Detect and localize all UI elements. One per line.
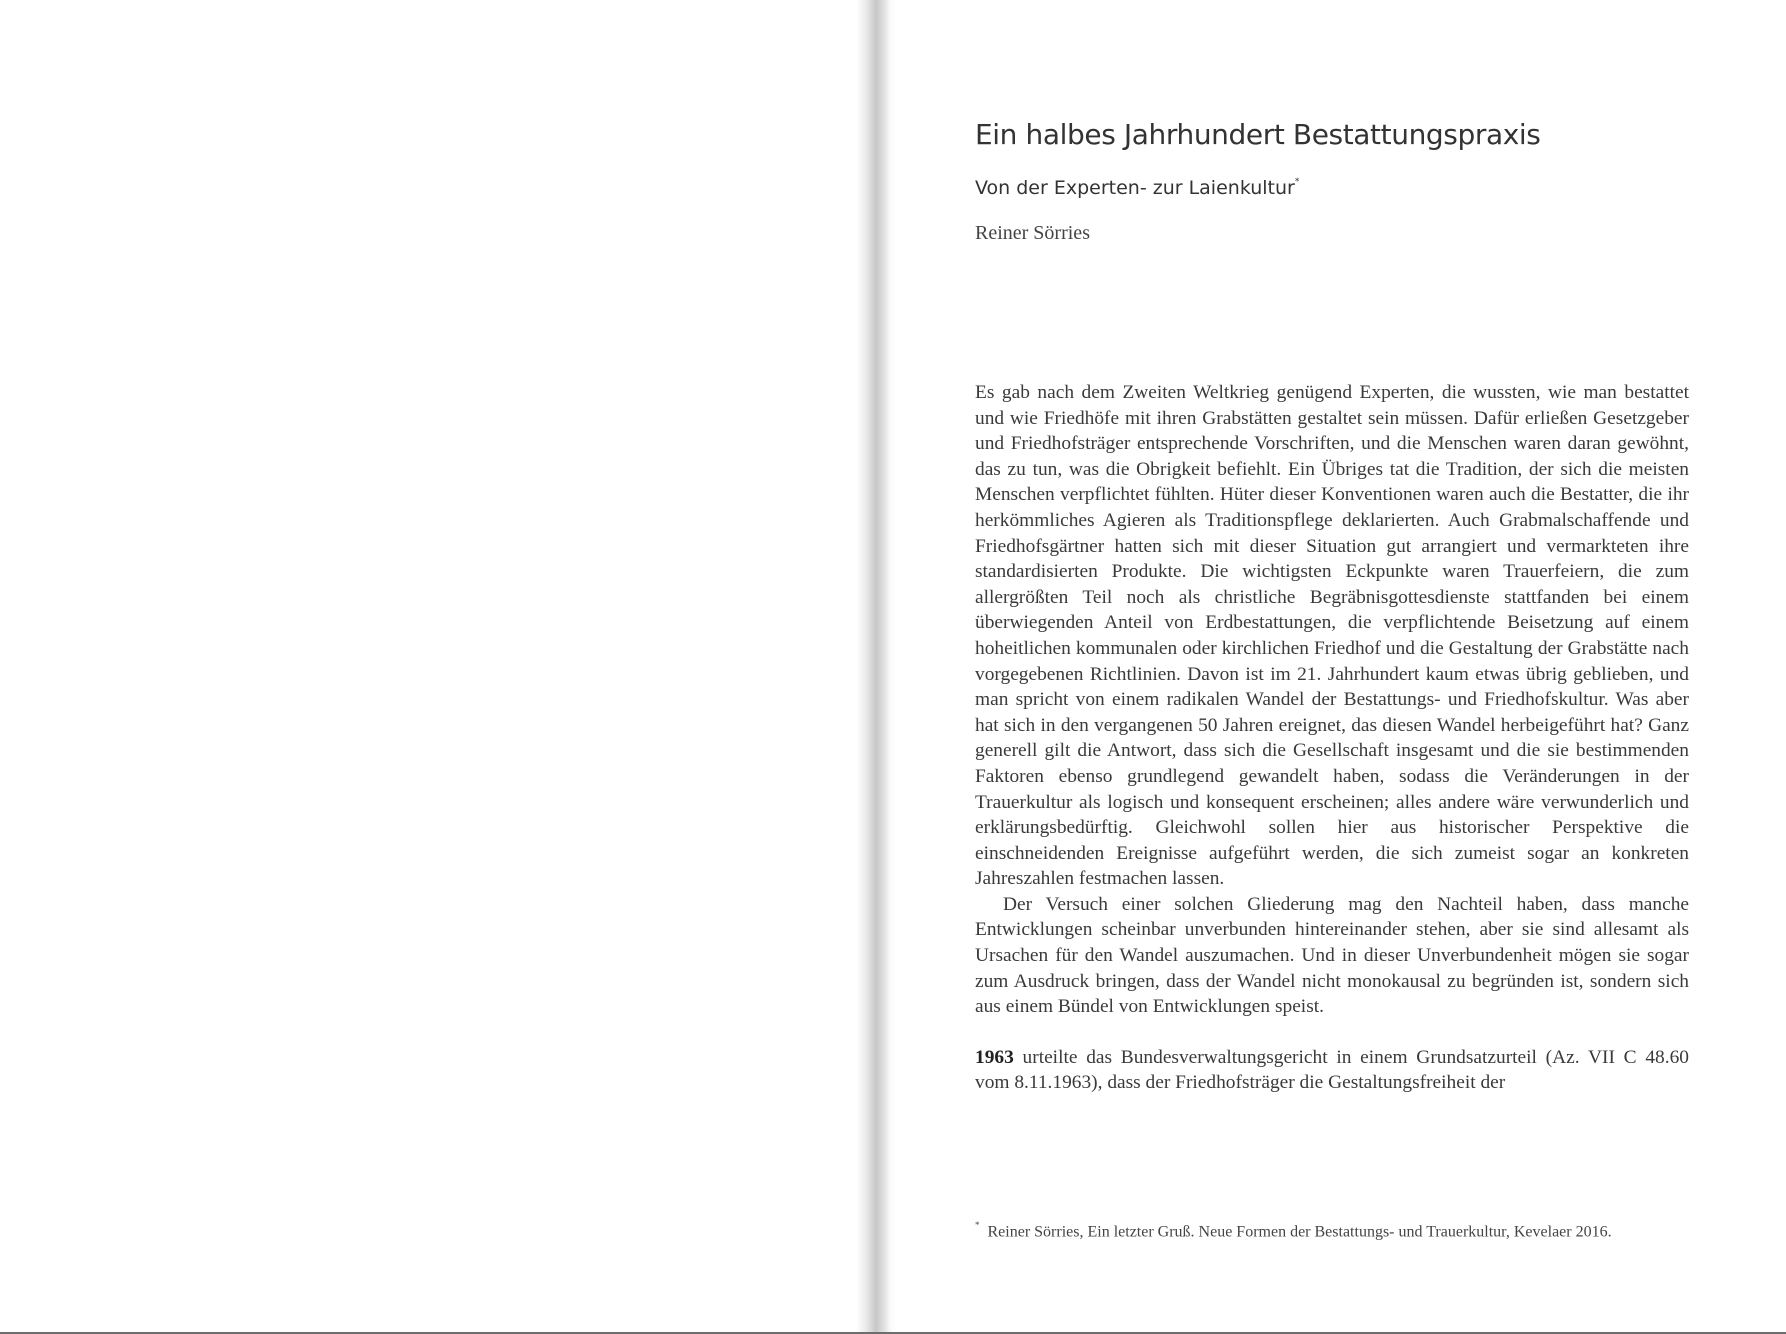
article-header <box>975 118 1689 245</box>
right-page <box>896 0 1786 1334</box>
section-text: urteilte das Bundesverwaltungsgericht in einem Grundsatzurteil (Az. VII C 48.60 vom 8.11.1963), dass der Friedhofsträger die Gestaltungsfreiheit der <box>975 1046 1689 1094</box>
section-year: 1963 <box>975 1046 1014 1068</box>
footnote <box>975 1216 1689 1243</box>
page-gutter <box>856 0 896 1334</box>
article-body <box>975 380 1689 1096</box>
footnote-text: Reiner Sörries, Ein letzter Gruß. Neue Formen der Bestattungs- und Trauerkultur, Kevelaer 2016. <box>987 1223 1612 1241</box>
footnote-mark: * <box>975 1220 980 1230</box>
footnote-reference: * <box>1294 177 1300 188</box>
left-page <box>0 0 860 1334</box>
article-author: Reiner Sörries <box>975 222 1090 245</box>
subtitle-text: Von der Experten- zur Laienkultur <box>975 176 1295 199</box>
section-paragraph <box>975 1045 1689 1096</box>
body-paragraph: Der Versuch einer solchen Gliederung mag den Nachteil haben, dass manche Entwicklungen scheinbar unverbunden hintereinander stehen, aber sie sind allesamt als Ursachen für den Wandel auszumachen. Und in dieser Unverbundenheit mögen sie sogar zum Ausdruck bringen, dass der Wandel nicht monokausal zu begründen ist, sondern sich aus einem Bündel von Entwicklungen speist. <box>975 893 1689 1018</box>
article-subtitle <box>975 177 1689 200</box>
article-title: Ein halbes Jahrhundert Bestattungspraxis <box>975 118 1541 151</box>
body-paragraph: Es gab nach dem Zweiten Weltkrieg genügend Experten, die wussten, wie man bestattet und wie Friedhöfe mit ihren Grabstätten gestaltet sein müssen. Dafür erließen Gesetzgeber und Friedhofsträger entsprechende Vorschriften, und die Menschen waren daran gewöhnt, das zu tun, was die Obrigkeit befiehlt. Ein Übriges tat die Tradition, der sich die meisten Menschen verpflichtet fühlten. Hüter dieser Konventionen waren auch die Bestatter, die ihr herkömmliches Agieren als Traditionspflege deklarierten. Auch Grabmalschaffende und Friedhofsgärtner hatten sich mit dieser Situation gut arrangiert und vermarkteten ihre standardisierten Produkte. Die wichtigsten Eckpunkte waren Trauerfeiern, die zum allergrößten Teil noch als christliche Begräbnisgottesdienste stattfanden bei einem überwiegenden Anteil von Erdbestattungen, die verpflichtende Beisetzung auf einem hoheitlichen kommunalen oder kirchlichen Friedhof und die Gestaltung der Grabstätte nach vorgegebenen Richtlinien. Davon ist im 21. Jahrhundert kaum etwas übrig geblieben, und man spricht von einem radikalen Wandel der Bestattungs- und Friedhofskultur. Was aber hat sich in den vergangenen 50 Jahren ereignet, das diesen Wandel herbeigeführt hat? Ganz generell gilt die Antwort, dass sich die Gesellschaft insgesamt und die sie bestimmenden Faktoren ebenso grundlegend gewandelt haben, sodass die Veränderungen in der Trauerkultur als logisch und konsequent erscheinen; alles andere wäre verwunderlich und erklärungsbedürftig. Gleichwohl sollen hier aus historischer Perspektive die einschneidenden Ereignisse aufgeführt werden, die sich zumeist sogar an konkreten Jahreszahlen festmachen lassen. <box>975 382 1689 890</box>
